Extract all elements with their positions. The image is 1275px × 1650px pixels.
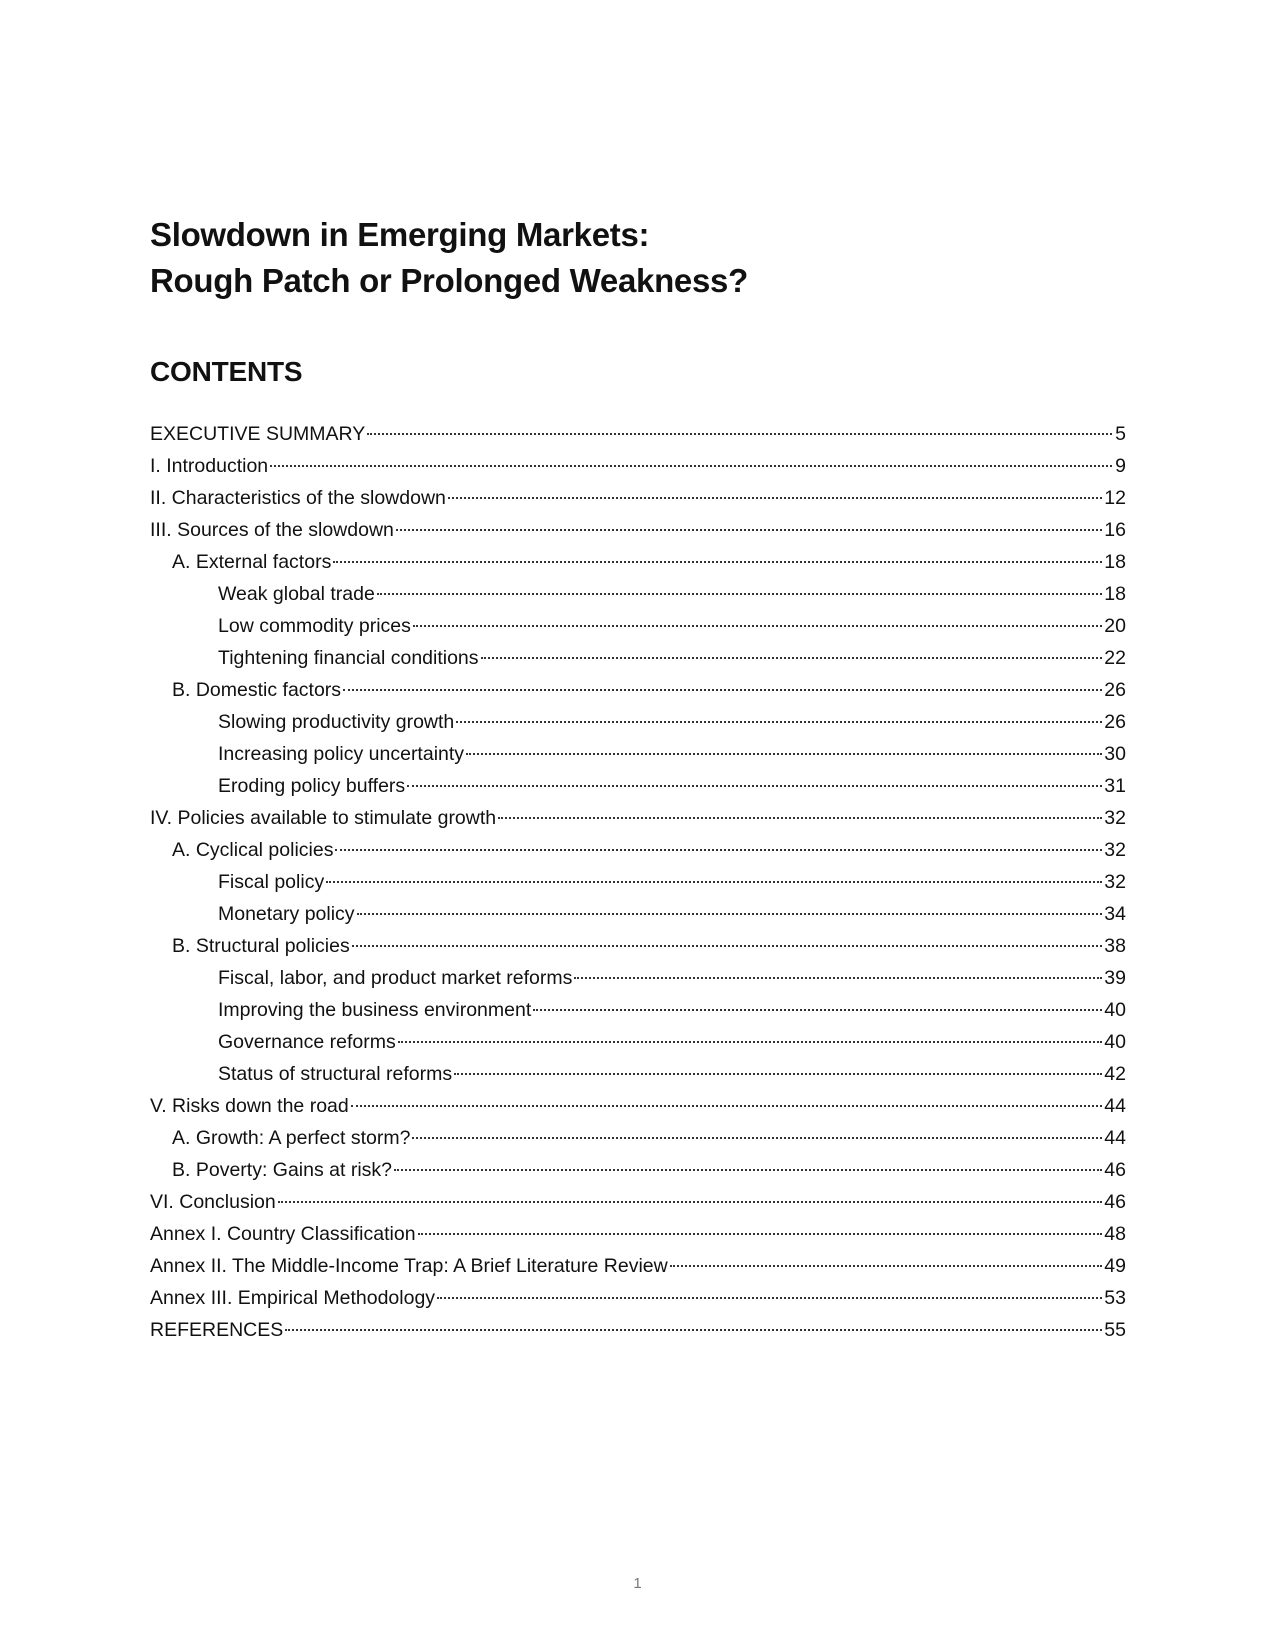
toc-dot-leader: [396, 523, 1102, 531]
toc-entry-page: 32: [1104, 839, 1126, 861]
toc-entry-page: 53: [1104, 1287, 1126, 1309]
toc-entry-label: Annex III. Empirical Methodology: [150, 1287, 436, 1309]
toc-entry-label: Tightening financial conditions: [218, 647, 479, 669]
toc-entry[interactable]: [150, 866, 1126, 898]
toc-entry-page: 20: [1104, 615, 1126, 637]
toc-entry[interactable]: [150, 1186, 1126, 1218]
toc-dot-leader: [333, 555, 1102, 563]
toc-dot-leader: [418, 1227, 1103, 1235]
toc-entry-label: Slowing productivity growth: [218, 711, 455, 733]
toc-entry[interactable]: [150, 578, 1126, 610]
toc-entry-page: 9: [1115, 455, 1126, 477]
toc-entry-page: 40: [1104, 1031, 1126, 1053]
toc-entry[interactable]: [150, 450, 1126, 482]
toc-dot-leader: [533, 1003, 1102, 1011]
title-line-2: Rough Patch or Prolonged Weakness?: [150, 262, 748, 299]
toc-entry-page: 12: [1104, 487, 1126, 509]
toc-entry-page: 5: [1115, 423, 1126, 445]
toc-dot-leader: [448, 491, 1102, 499]
toc-entry-label: B. Structural policies: [172, 935, 350, 957]
toc-entry-label: Improving the business environment: [218, 999, 532, 1021]
toc-entry-page: 49: [1104, 1255, 1126, 1277]
toc-entry-label: VI. Conclusion: [150, 1191, 276, 1213]
toc-dot-leader: [394, 1163, 1102, 1171]
toc-dot-leader: [454, 1067, 1102, 1075]
toc-entry-label: Eroding policy buffers: [218, 775, 406, 797]
toc-dot-leader: [398, 1035, 1103, 1043]
toc-entry[interactable]: [150, 514, 1126, 546]
toc-entry-page: 44: [1104, 1095, 1126, 1117]
toc-dot-leader: [481, 651, 1103, 659]
toc-entry-label: Governance reforms: [218, 1031, 396, 1053]
toc-entry-label: III. Sources of the slowdown: [150, 519, 394, 541]
toc-entry-label: EXECUTIVE SUMMARY: [150, 423, 366, 445]
toc-entry-label: V. Risks down the road: [150, 1095, 349, 1117]
toc-entry-page: 40: [1104, 999, 1126, 1021]
table-of-contents: [150, 418, 1126, 1346]
toc-entry-page: 31: [1104, 775, 1126, 797]
toc-dot-leader: [351, 1099, 1103, 1107]
toc-dot-leader: [357, 907, 1103, 915]
toc-entry[interactable]: [150, 642, 1126, 674]
toc-dot-leader: [456, 715, 1102, 723]
toc-dot-leader: [437, 1291, 1102, 1299]
toc-entry-label: IV. Policies available to stimulate growth: [150, 807, 497, 829]
toc-entry-label: A. External factors: [172, 551, 332, 573]
toc-entry-page: 55: [1104, 1319, 1126, 1341]
toc-entry-page: 34: [1104, 903, 1126, 925]
toc-entry-label: Monetary policy: [218, 903, 355, 925]
toc-entry-label: B. Poverty: Gains at risk?: [172, 1159, 392, 1181]
toc-entry-page: 46: [1104, 1159, 1126, 1181]
title-line-1: Slowdown in Emerging Markets:: [150, 216, 650, 253]
toc-entry[interactable]: [150, 546, 1126, 578]
toc-entry-label: Status of structural reforms: [218, 1063, 453, 1085]
toc-entry[interactable]: [150, 1154, 1126, 1186]
toc-entry-page: 46: [1104, 1191, 1126, 1213]
toc-entry-label: A. Cyclical policies: [172, 839, 334, 861]
toc-entry[interactable]: [150, 802, 1126, 834]
toc-entry-page: 44: [1104, 1127, 1126, 1149]
toc-entry-page: 16: [1104, 519, 1126, 541]
toc-entry[interactable]: [150, 930, 1126, 962]
document-title: [150, 212, 1050, 304]
toc-dot-leader: [498, 811, 1102, 819]
toc-entry-page: 32: [1104, 871, 1126, 893]
toc-entry-label: II. Characteristics of the slowdown: [150, 487, 446, 509]
toc-dot-leader: [270, 459, 1112, 467]
toc-entry[interactable]: [150, 1218, 1126, 1250]
toc-entry-label: Fiscal, labor, and product market reforms: [218, 967, 573, 989]
toc-entry[interactable]: [150, 482, 1126, 514]
toc-entry-page: 30: [1104, 743, 1126, 765]
page-number: 1: [633, 1575, 642, 1592]
toc-entry[interactable]: [150, 994, 1126, 1026]
toc-dot-leader: [352, 939, 1103, 947]
toc-entry-page: 18: [1104, 583, 1126, 605]
toc-entry-page: 26: [1104, 679, 1126, 701]
toc-entry[interactable]: [150, 610, 1126, 642]
toc-entry-label: Weak global trade: [218, 583, 375, 605]
toc-entry[interactable]: [150, 898, 1126, 930]
toc-entry[interactable]: [150, 1090, 1126, 1122]
toc-entry-label: Annex II. The Middle-Income Trap: A Brief Literature Review: [150, 1255, 668, 1277]
toc-dot-leader: [367, 427, 1112, 435]
toc-entry[interactable]: [150, 674, 1126, 706]
toc-entry-page: 22: [1104, 647, 1126, 669]
toc-entry-label: REFERENCES: [150, 1319, 284, 1341]
toc-entry-page: 42: [1104, 1063, 1126, 1085]
toc-dot-leader: [278, 1195, 1103, 1203]
toc-entry[interactable]: [150, 418, 1126, 450]
toc-entry-label: A. Growth: A perfect storm?: [172, 1127, 411, 1149]
toc-entry-label: I. Introduction: [150, 455, 269, 477]
toc-dot-leader: [574, 971, 1102, 979]
toc-dot-leader: [335, 843, 1102, 851]
contents-heading: CONTENTS: [150, 356, 303, 387]
toc-dot-leader: [670, 1259, 1103, 1267]
toc-dot-leader: [412, 1131, 1102, 1139]
toc-entry[interactable]: [150, 1122, 1126, 1154]
toc-dot-leader: [413, 619, 1102, 627]
toc-entry[interactable]: [150, 1058, 1126, 1090]
toc-dot-leader: [343, 683, 1102, 691]
toc-entry[interactable]: [150, 1026, 1126, 1058]
toc-entry-page: 39: [1104, 967, 1126, 989]
toc-entry[interactable]: [150, 1250, 1126, 1282]
toc-dot-leader: [326, 875, 1102, 883]
toc-entry-label: Increasing policy uncertainty: [218, 743, 465, 765]
toc-entry-page: 32: [1104, 807, 1126, 829]
toc-dot-leader: [285, 1323, 1102, 1331]
toc-entry[interactable]: [150, 834, 1126, 866]
toc-entry-page: 26: [1104, 711, 1126, 733]
toc-dot-leader: [466, 747, 1102, 755]
toc-dot-leader: [377, 587, 1102, 595]
toc-entry-label: B. Domestic factors: [172, 679, 342, 701]
toc-entry-page: 38: [1104, 935, 1126, 957]
toc-entry[interactable]: [150, 1282, 1126, 1314]
toc-dot-leader: [407, 779, 1102, 787]
toc-entry[interactable]: [150, 770, 1126, 802]
toc-entry[interactable]: [150, 706, 1126, 738]
toc-entry-page: 18: [1104, 551, 1126, 573]
toc-entry[interactable]: [150, 1314, 1126, 1346]
toc-entry-page: 48: [1104, 1223, 1126, 1245]
toc-entry[interactable]: [150, 962, 1126, 994]
toc-entry-label: Annex I. Country Classification: [150, 1223, 416, 1245]
toc-entry[interactable]: [150, 738, 1126, 770]
toc-entry-label: Low commodity prices: [218, 615, 411, 637]
toc-entry-label: Fiscal policy: [218, 871, 325, 893]
